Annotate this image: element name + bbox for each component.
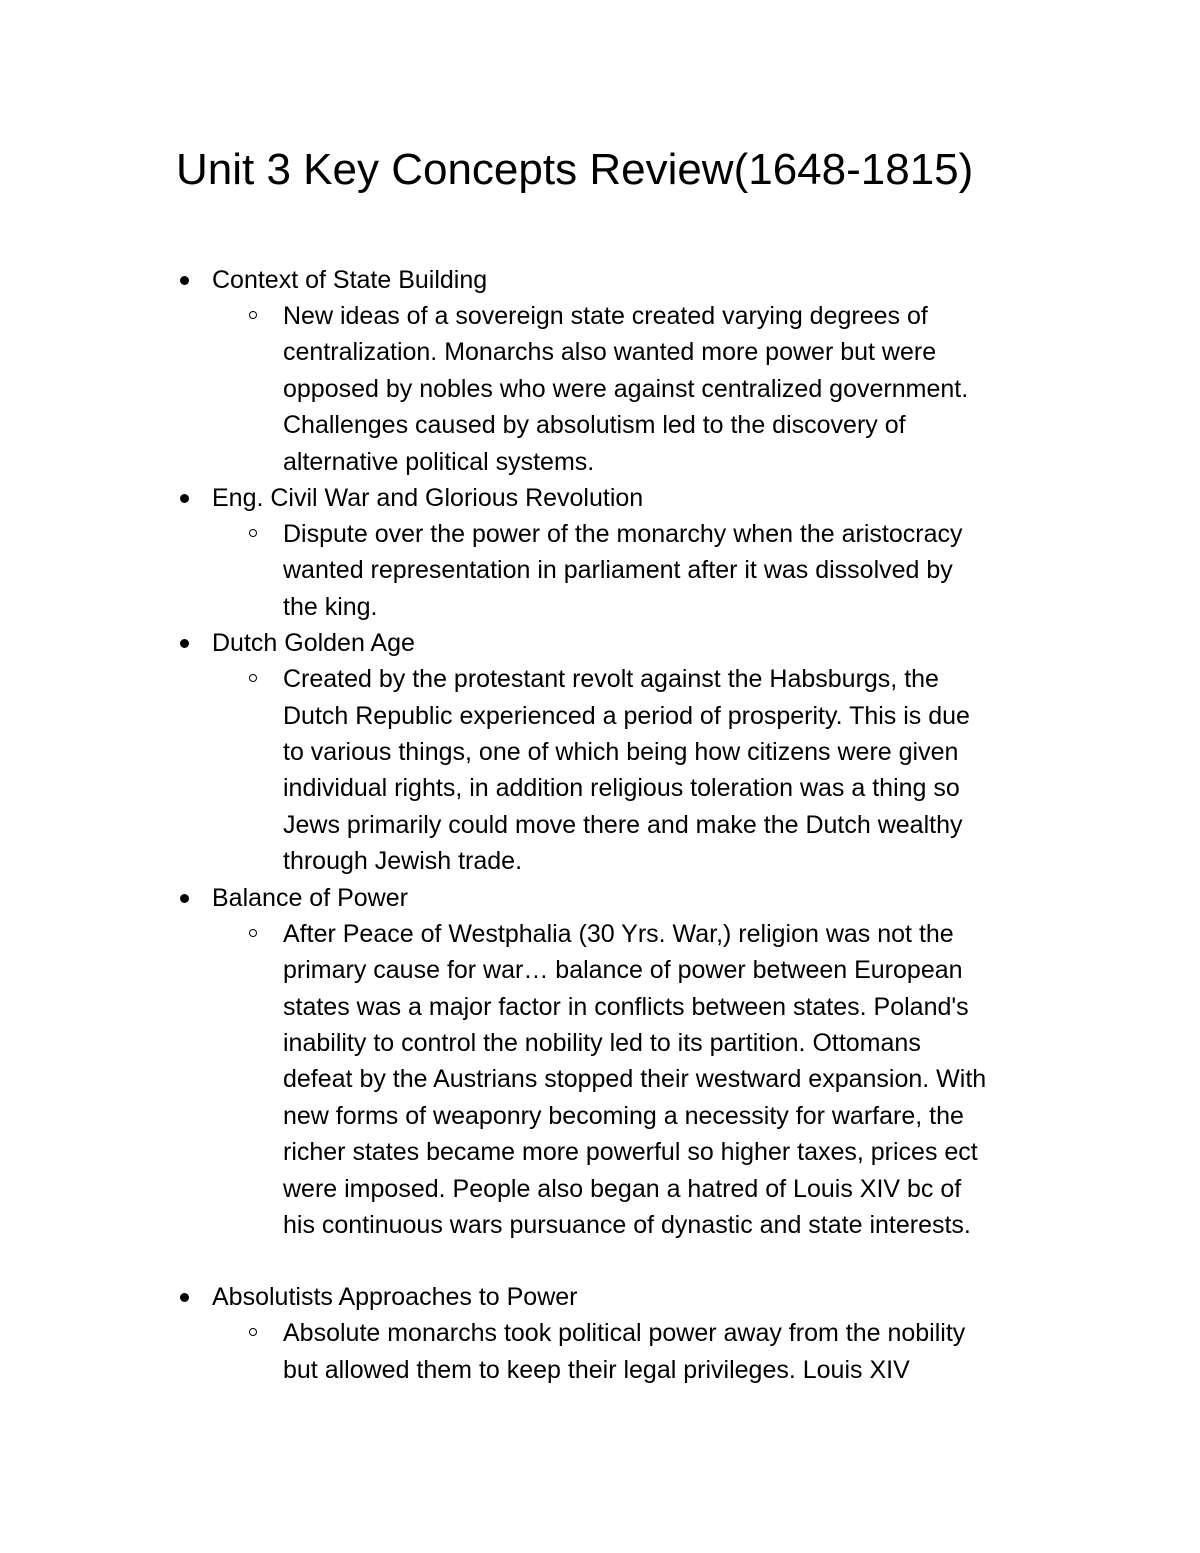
filled-bullet-icon bbox=[180, 494, 189, 503]
detail-line: Created by the protestant revolt against the Habsburgs, the bbox=[283, 665, 939, 694]
detail-line: but allowed them to keep their legal privileges. Louis XIV bbox=[283, 1355, 910, 1384]
detail-line: defeat by the Austrians stopped their westward expansion. With bbox=[283, 1065, 987, 1094]
detail-line: Jews primarily could move there and make the Dutch wealthy bbox=[283, 810, 963, 839]
section-heading: Eng. Civil War and Glorious Revolution bbox=[212, 484, 644, 513]
detail-line: states was a major factor in conflicts between states. Poland's bbox=[283, 992, 969, 1021]
detail-line: wanted representation in parliament after it was dissolved by bbox=[283, 556, 953, 585]
outline-section bbox=[0, 880, 1200, 1244]
detail-line: Challenges caused by absolutism led to the discovery of bbox=[283, 411, 906, 440]
section-detail bbox=[0, 661, 1200, 879]
section-detail bbox=[0, 516, 1200, 625]
outline-section bbox=[0, 480, 1200, 625]
detail-line: Absolute monarchs took political power away from the nobility bbox=[283, 1319, 966, 1348]
detail-line: primary cause for war… balance of power between European bbox=[283, 956, 963, 985]
filled-bullet-icon bbox=[180, 894, 189, 903]
hollow-bullet-icon bbox=[249, 529, 257, 537]
hollow-bullet-icon bbox=[249, 674, 257, 682]
section-detail bbox=[0, 916, 1200, 1244]
filled-bullet-icon bbox=[180, 639, 189, 648]
detail-line: to various things, one of which being how citizens were given bbox=[283, 738, 959, 767]
detail-line: new forms of weaponry becoming a necessity for warfare, the bbox=[283, 1101, 964, 1130]
detail-line: Dutch Republic experienced a period of prosperity. This is due bbox=[283, 701, 970, 730]
detail-line: opposed by nobles who were against centralized government. bbox=[283, 374, 969, 403]
section-heading: Context of State Building bbox=[212, 266, 488, 294]
detail-line: alternative political systems. bbox=[283, 447, 595, 476]
section-detail bbox=[0, 298, 1200, 480]
hollow-bullet-icon bbox=[249, 929, 257, 937]
section-heading: Balance of Power bbox=[212, 883, 408, 912]
detail-line: his continuous wars pursuance of dynastic and state interests. bbox=[283, 1210, 971, 1239]
filled-bullet-icon bbox=[180, 276, 189, 285]
filled-bullet-icon bbox=[180, 1293, 189, 1302]
hollow-bullet-icon bbox=[249, 1328, 257, 1336]
document-title: Unit 3 Key Concepts Review(1648-1815) bbox=[176, 145, 974, 194]
detail-line: After Peace of Westphalia (30 Yrs. War,) religion was not the bbox=[283, 919, 954, 948]
section-heading-row bbox=[0, 262, 1200, 298]
section-detail bbox=[0, 1315, 1200, 1388]
detail-line: were imposed. People also began a hatred of Louis XIV bc of bbox=[283, 1174, 962, 1203]
detail-line: inability to control the nobility led to its partition. Ottomans bbox=[283, 1028, 921, 1057]
outline-section bbox=[0, 625, 1200, 879]
detail-line: richer states became more powerful so higher taxes, prices ect bbox=[283, 1138, 978, 1167]
detail-line: Dispute over the power of the monarchy when the aristocracy bbox=[283, 520, 963, 549]
key-concepts-outline bbox=[0, 262, 1200, 1388]
section-heading: Dutch Golden Age bbox=[212, 629, 415, 658]
detail-line: centralization. Monarchs also wanted more power but were bbox=[283, 338, 937, 367]
section-heading-row bbox=[0, 625, 1200, 661]
outline-section bbox=[0, 262, 1200, 480]
detail-line: through Jewish trade. bbox=[283, 847, 523, 876]
detail-line: individual rights, in addition religious toleration was a thing so bbox=[283, 774, 960, 803]
detail-line: New ideas of a sovereign state created varying degrees of bbox=[283, 302, 928, 330]
section-heading: Absolutists Approaches to Power bbox=[212, 1283, 578, 1312]
detail-line: the king. bbox=[283, 592, 378, 621]
hollow-bullet-icon bbox=[249, 311, 257, 319]
section-heading-row bbox=[0, 480, 1200, 516]
section-heading-row bbox=[0, 880, 1200, 916]
section-heading-row bbox=[0, 1279, 1200, 1315]
outline-section bbox=[0, 1279, 1200, 1388]
